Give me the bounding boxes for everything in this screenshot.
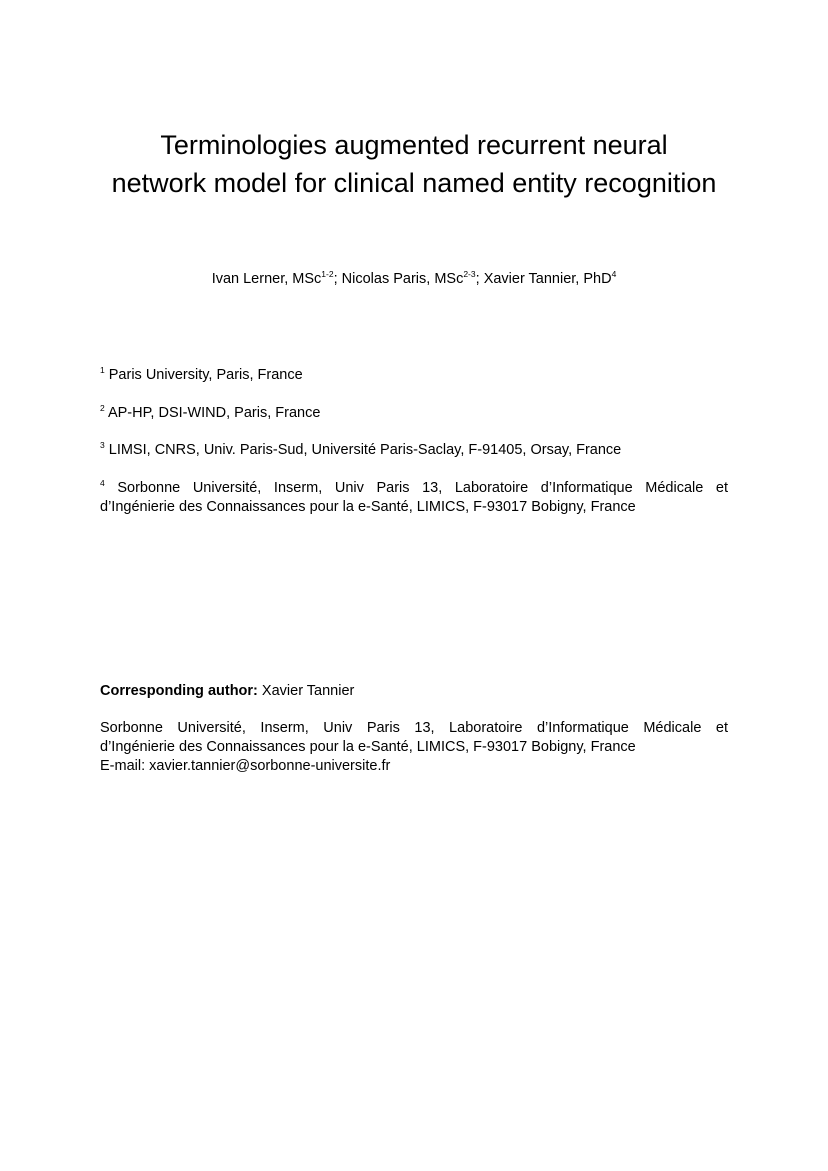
affiliation-text: Sorbonne Université, Inserm, Univ Paris 13, Laboratoire d’Informatique Médicale et <box>117 480 729 496</box>
affiliation-number: 3 <box>100 440 105 450</box>
author-separator: ; <box>333 271 342 287</box>
corresponding-author-name: Xavier Tannier <box>257 683 355 699</box>
corresponding-author-label: Corresponding author: <box>100 683 258 699</box>
affiliation-number: 4 <box>100 478 105 488</box>
affiliation-number: 2 <box>100 403 105 413</box>
paper-title-line-1: Terminologies augmented recurrent neural <box>160 130 668 160</box>
affiliation-number: 1 <box>100 365 105 375</box>
affiliation-1 <box>100 366 728 385</box>
paper-title <box>0 126 828 202</box>
corresponding-address-line-1: Sorbonne Université, Inserm, Univ Paris 13, Laboratoire d’Informatique Médicale et <box>100 720 728 736</box>
affiliation-4 <box>100 479 728 517</box>
author-affiliation-sup: 1-2 <box>321 269 334 279</box>
affiliation-text: Paris University, Paris, France <box>108 367 303 383</box>
affiliation-2 <box>100 404 728 423</box>
affiliation-text: AP-HP, DSI-WIND, Paris, France <box>107 405 321 421</box>
corresponding-address <box>100 719 728 776</box>
author-name: Ivan Lerner, MSc <box>211 271 322 287</box>
affiliation-text-line-1 <box>100 479 728 498</box>
corresponding-author <box>100 682 728 701</box>
affiliation-text: LIMSI, CNRS, Univ. Paris-Sud, Université Paris-Saclay, F-91405, Orsay, France <box>108 442 622 458</box>
author-list <box>0 269 828 289</box>
affiliation-text-line-2: d’Ingénierie des Connaissances pour la e-Santé, LIMICS, F-93017 Bobigny, France <box>100 499 636 515</box>
affiliation-3 <box>100 441 728 460</box>
author-name: Nicolas Paris, MSc <box>341 271 464 287</box>
author-name: Xavier Tannier, PhD <box>483 271 612 287</box>
corresponding-address-line-2: d’Ingénierie des Connaissances pour la e-Santé, LIMICS, F-93017 Bobigny, France <box>100 739 636 755</box>
author-affiliation-sup: 2-3 <box>463 269 476 279</box>
corresponding-email: E-mail: xavier.tannier@sorbonne-universite.fr <box>100 758 391 774</box>
paper-title-line-2: network model for clinical named entity recognition <box>111 168 717 198</box>
author-separator: ; <box>475 271 484 287</box>
author-affiliation-sup: 4 <box>611 269 617 279</box>
